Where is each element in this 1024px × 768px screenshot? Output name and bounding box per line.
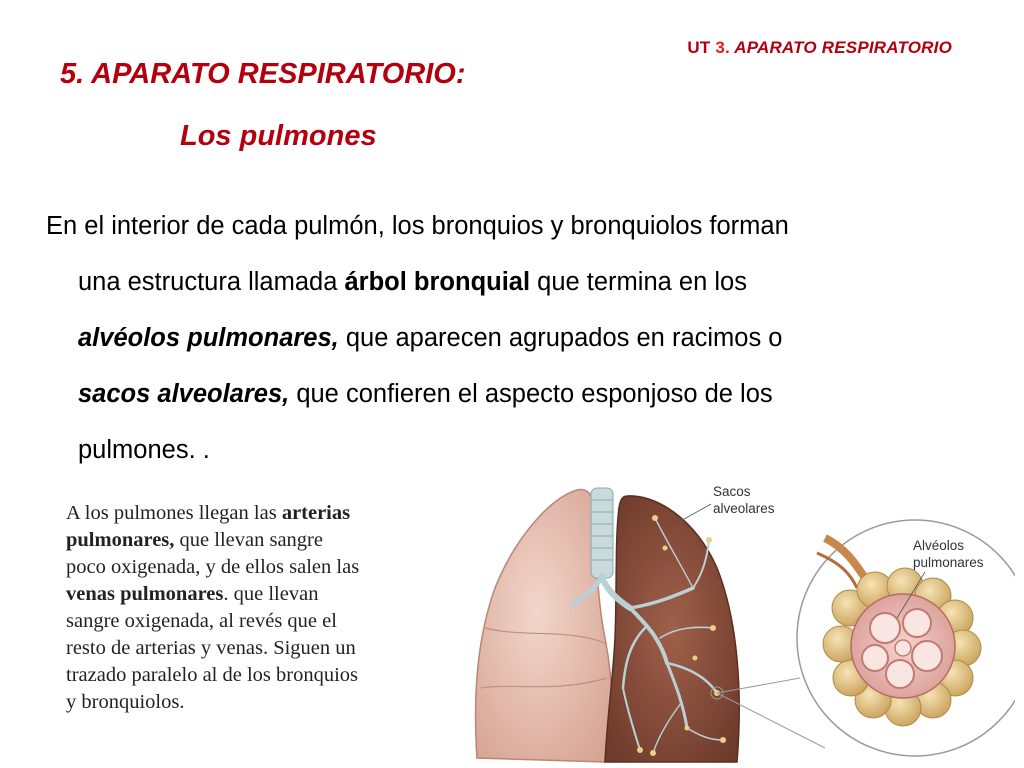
page-title: 5. APARATO RESPIRATORIO: [60, 58, 466, 90]
side-line-4 [66, 581, 446, 608]
side-note [66, 500, 446, 716]
trachea [591, 488, 613, 578]
paragraph-text: que confieren el aspecto esponjoso de los [289, 380, 773, 408]
right-lung [605, 496, 739, 762]
side-text: sangre oxigenada, al revés que el [66, 610, 337, 632]
side-line-2 [66, 527, 446, 554]
term-sacos-alveolares: sacos alveolares, [78, 380, 290, 408]
side-line-6 [66, 635, 446, 662]
paragraph-line-1 [46, 198, 986, 254]
paragraph-line-4 [46, 366, 986, 422]
label-alveolos-line-1: Alvéolos [913, 538, 965, 553]
paragraph-text: En el interior de cada pulmón, los bronquios y bronquiolos forman [46, 212, 789, 240]
paragraph-text: pulmones. . [78, 436, 210, 464]
side-text: poco oxigenada, y de ellos salen las [66, 556, 360, 578]
side-text: y bronquiolos. [66, 691, 185, 713]
unit-number: 3. [715, 38, 730, 57]
label-sacos-line-1: Sacos [713, 484, 751, 499]
side-text: trazado paralelo al de los bronquios [66, 664, 359, 686]
lung-diagram [455, 478, 1015, 768]
page-subtitle: Los pulmones [180, 120, 377, 152]
paragraph-text: que aparecen agrupados en racimos o [338, 324, 783, 352]
side-text: que llevan sangre [174, 529, 323, 551]
term-alveolos-pulmonares: alvéolos pulmonares, [78, 324, 339, 352]
paragraph-text: que termina en los [530, 268, 747, 296]
side-text: resto de arterias y venas. Siguen un [66, 637, 356, 659]
term-pulmonares: pulmonares, [66, 529, 175, 551]
term-venas-pulmonares: venas pulmonares [66, 583, 224, 605]
paragraph-line-5 [46, 422, 986, 478]
paragraph-line-2 [46, 254, 986, 310]
label-alveolos-line-2: pulmonares [913, 555, 984, 570]
side-text: . que llevan [223, 583, 319, 605]
unit-prefix: UT [687, 38, 711, 57]
lung-illustration [455, 478, 1015, 768]
unit-header [687, 38, 952, 58]
side-line-5 [66, 608, 446, 635]
alveolar-sac-section [851, 594, 955, 698]
side-line-3 [66, 554, 446, 581]
paragraph-line-3 [46, 310, 986, 366]
label-sacos-line-2: alveolares [713, 501, 775, 516]
side-line-1 [66, 500, 446, 527]
side-text: A los pulmones llegan las [66, 502, 282, 524]
main-paragraph [46, 198, 986, 478]
leader-line [677, 504, 711, 523]
side-line-8 [66, 689, 446, 716]
term-arterias: arterias [281, 502, 351, 524]
side-line-7 [66, 662, 446, 689]
term-arbol-bronquial: árbol bronquial [344, 268, 531, 296]
unit-title: APARATO RESPIRATORIO [734, 38, 952, 57]
paragraph-text: una estructura llamada [78, 268, 345, 296]
